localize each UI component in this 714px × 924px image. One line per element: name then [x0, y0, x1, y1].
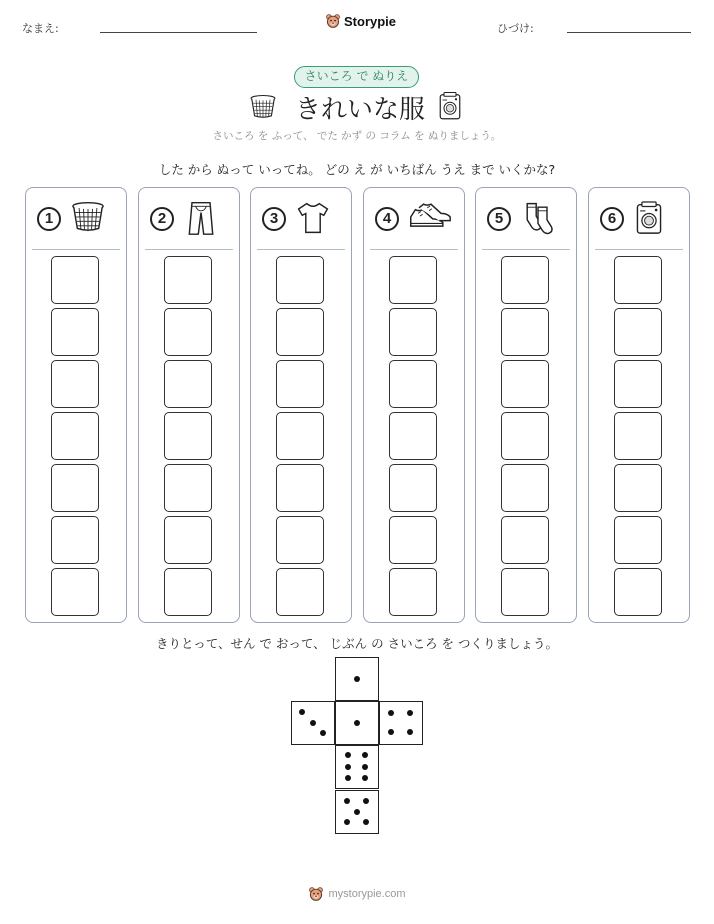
die-pip: [362, 764, 368, 770]
die-face: [335, 701, 379, 745]
coloring-cell[interactable]: [614, 568, 662, 616]
die-pip: [345, 752, 351, 758]
cut-instruction: きりとって、せん で おって、 じぶん の さいころ を つくりましょう。: [155, 636, 559, 651]
coloring-cell[interactable]: [164, 568, 212, 616]
date-label: ひづけ:: [497, 22, 534, 35]
coloring-cell[interactable]: [501, 360, 549, 408]
footer-url: mystorypie.com: [328, 888, 406, 900]
coloring-cell[interactable]: [164, 256, 212, 304]
column-6: [588, 187, 690, 623]
die-pip: [407, 710, 413, 716]
coloring-cell[interactable]: [614, 516, 662, 564]
coloring-cell[interactable]: [51, 360, 99, 408]
die-pip: [363, 819, 369, 825]
title-area: [0, 89, 714, 125]
laundry-basket-icon: [249, 92, 277, 120]
die-pip: [354, 809, 360, 815]
die-pip: [344, 819, 350, 825]
column-header: [476, 200, 576, 240]
die-pip: [362, 775, 368, 781]
coloring-cell[interactable]: [51, 464, 99, 512]
coloring-cell[interactable]: [389, 568, 437, 616]
die-pip: [310, 720, 316, 726]
coloring-cell[interactable]: [51, 308, 99, 356]
coloring-cell[interactable]: [614, 412, 662, 460]
coloring-cell[interactable]: [51, 516, 99, 564]
column-header: [364, 200, 464, 240]
tshirt-icon: [295, 200, 331, 236]
column-number: 4: [375, 207, 399, 231]
coloring-cell[interactable]: [276, 516, 324, 564]
column-header: [139, 200, 239, 240]
column-1: [25, 187, 127, 623]
column-number: 6: [600, 207, 624, 231]
die-pip: [344, 798, 350, 804]
die-pip: [388, 729, 394, 735]
die-pip: [320, 730, 326, 736]
coloring-cell[interactable]: [51, 568, 99, 616]
laundry-basket-icon: [70, 200, 106, 232]
page-title: きれいな服: [294, 95, 425, 125]
bear-logo-icon: [308, 886, 324, 902]
coloring-cell[interactable]: [501, 308, 549, 356]
column-2: [138, 187, 240, 623]
sneakers-icon: [408, 200, 452, 234]
coloring-cell[interactable]: [614, 308, 662, 356]
die-pip: [354, 720, 360, 726]
die-face: [335, 657, 379, 701]
column-divider: [32, 249, 120, 250]
washing-machine-icon: [633, 200, 665, 236]
coloring-cell[interactable]: [614, 360, 662, 408]
column-4: [363, 187, 465, 623]
coloring-cell[interactable]: [276, 464, 324, 512]
coloring-cell[interactable]: [164, 412, 212, 460]
washing-machine-icon: [436, 91, 464, 121]
worksheet-header: [0, 12, 714, 42]
socks-icon: [520, 200, 556, 236]
die-pip: [345, 764, 351, 770]
coloring-cell[interactable]: [501, 464, 549, 512]
die-pip: [354, 676, 360, 682]
coloring-instruction: した から ぬって いってね。 どの え が いちばん うえ まで いくかな?: [158, 162, 556, 177]
coloring-cell[interactable]: [501, 412, 549, 460]
date-write-line: [567, 32, 691, 33]
activity-badge: さいころ で ぬりえ: [294, 66, 419, 88]
column-header: [589, 200, 689, 240]
coloring-cell[interactable]: [51, 412, 99, 460]
die-pip: [345, 775, 351, 781]
coloring-cell[interactable]: [614, 256, 662, 304]
die-pip: [299, 709, 305, 715]
coloring-cell[interactable]: [389, 256, 437, 304]
coloring-cell[interactable]: [501, 516, 549, 564]
column-divider: [370, 249, 458, 250]
column-3: [250, 187, 352, 623]
name-write-line: [100, 32, 257, 33]
column-divider: [482, 249, 570, 250]
coloring-cell[interactable]: [501, 256, 549, 304]
coloring-cell[interactable]: [501, 568, 549, 616]
coloring-cell[interactable]: [389, 360, 437, 408]
column-number: 1: [37, 207, 61, 231]
brand-name: Storypie: [344, 13, 397, 29]
name-label: なまえ:: [22, 22, 59, 35]
die-pip: [363, 798, 369, 804]
column-number: 3: [262, 207, 286, 231]
coloring-cell[interactable]: [614, 464, 662, 512]
die-face: [291, 701, 335, 745]
column-divider: [257, 249, 345, 250]
column-number: 5: [487, 207, 511, 231]
die-pip: [362, 752, 368, 758]
coloring-cell[interactable]: [389, 516, 437, 564]
bear-logo-icon: [325, 13, 341, 29]
pants-icon: [183, 200, 219, 236]
page-footer: [0, 886, 714, 906]
coloring-cell[interactable]: [164, 464, 212, 512]
die-face: [335, 745, 379, 789]
column-divider: [595, 249, 683, 250]
coloring-cell[interactable]: [276, 256, 324, 304]
column-number: 2: [150, 207, 174, 231]
die-pip: [388, 710, 394, 716]
coloring-cell[interactable]: [164, 360, 212, 408]
coloring-cell[interactable]: [51, 256, 99, 304]
die-face: [379, 701, 423, 745]
column-5: [475, 187, 577, 623]
coloring-cell[interactable]: [389, 412, 437, 460]
column-header: [251, 200, 351, 240]
coloring-cell[interactable]: [389, 308, 437, 356]
coloring-cell[interactable]: [164, 308, 212, 356]
coloring-cell[interactable]: [276, 308, 324, 356]
die-face: [335, 790, 379, 834]
column-divider: [145, 249, 233, 250]
coloring-cell[interactable]: [276, 568, 324, 616]
column-header: [26, 200, 126, 240]
coloring-cell[interactable]: [276, 412, 324, 460]
page-subtitle: さいころ を ふって、 でた かず の コラム を ぬりましょう。: [212, 130, 502, 142]
coloring-cell[interactable]: [389, 464, 437, 512]
coloring-cell[interactable]: [276, 360, 324, 408]
coloring-cell[interactable]: [164, 516, 212, 564]
die-pip: [407, 729, 413, 735]
brand-logo: [325, 13, 396, 29]
